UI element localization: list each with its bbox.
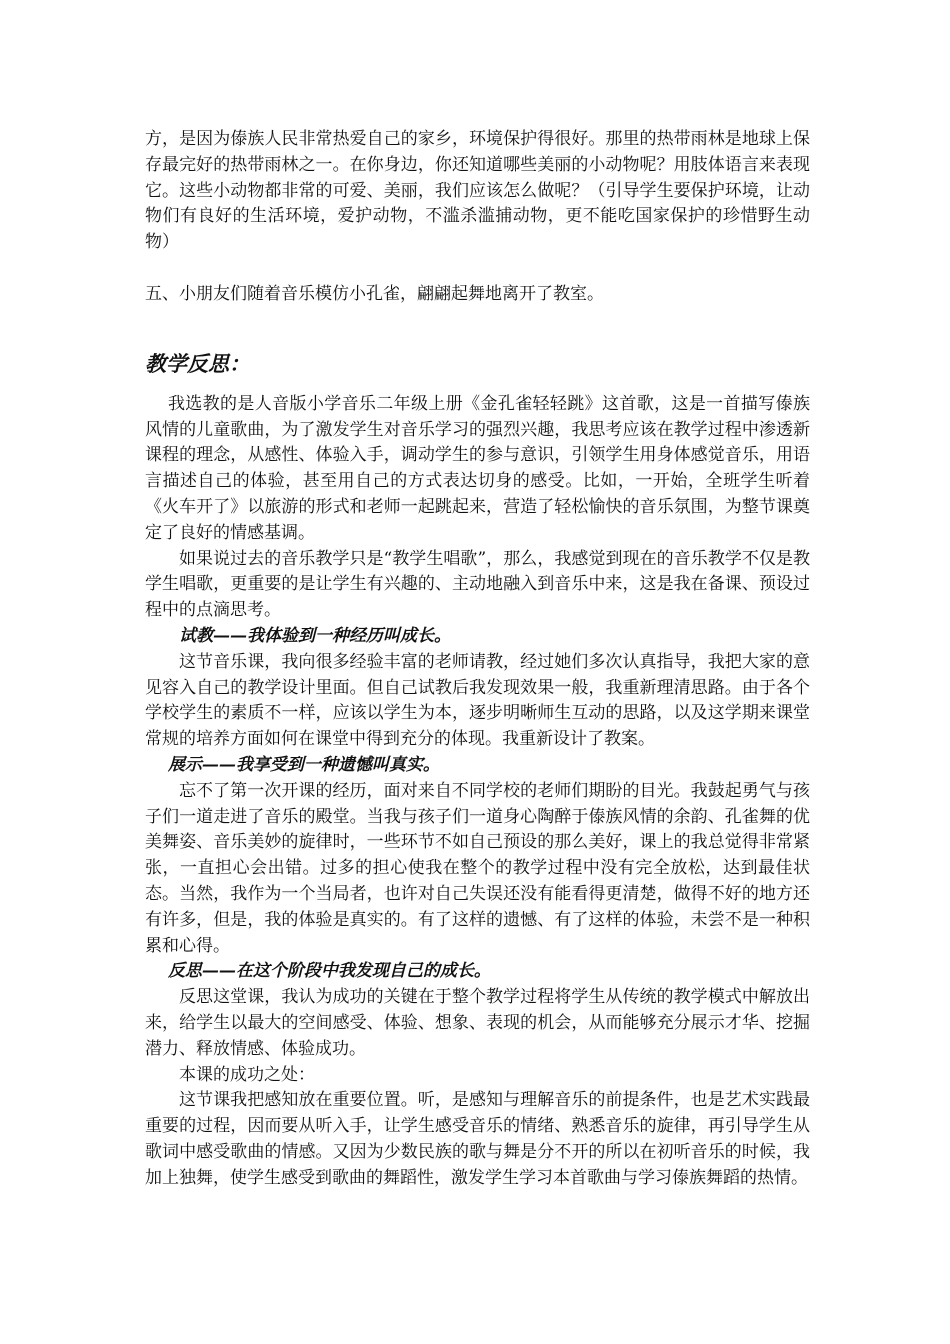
reflection-paragraph-1: 我选教的是人音版小学音乐二年级上册《金孔雀轻轻跳》这首歌，这是一首描写傣族风情的儿童歌曲，为了激发学生对音乐学习的强烈兴趣，我思考应该在教学过程中渗透新课程的理念，从感性、体验入手，调动学生的参与意识，引领学生用身体感觉音乐，用语言描述自己的体验，甚至用自己的方式表达切身的感受。比如，一开始，全班学生听着《火车开了》以旅游的形式和老师一起跳起来，营造了轻松愉快的音乐氛围，为整节课奠定了良好的情感基调。: [145, 393, 810, 543]
step-five-paragraph: 五、小朋友们随着音乐模仿小孔雀，翩翩起舞地离开了教室。: [145, 283, 604, 304]
success-label: 本课的成功之处：: [179, 1064, 315, 1085]
success-paragraph: 这节课我把感知放在重要位置。听，是感知与理解音乐的前提条件，也是艺术实践最重要的过程，因而要从听入手，让学生感受音乐的情绪、熟悉音乐的旋律，再引导学生从歌词中感受歌曲的情感。又因为少数民族的歌与舞是分不开的所以在初听音乐的时候，我加上独舞，使学生感受到歌曲的舞蹈性，激发学生学习本首歌曲与学习傣族舞蹈的热情。: [145, 1090, 810, 1188]
reflection-heading: 教学反思：: [145, 350, 250, 376]
show-paragraph: 忘不了第一次开课的经历，面对来自不同学校的老师们期盼的目光。我鼓起勇气与孩子们一道走进了音乐的殿堂。当我与孩子们一道身心陶醉于傣族风情的余韵、孔雀舞的优美舞姿、音乐美妙的旋律时，一些环节不如自己预设的那么美好，课上的我总觉得非常紧张，一直担心会出错。过多的担心使我在整个的教学过程中没有完全放松，达到最佳状态。当然，我作为一个当局者，也许对自己失误还没有能看得更清楚，做得不好的地方还有许多，但是，我的体验是真实的。有了这样的遗憾、有了这样的体验，未尝不是一种积累和心得。: [145, 780, 810, 956]
intro-paragraph: 方，是因为傣族人民非常热爱自己的家乡，环境保护得很好。那里的热带雨林是地球上保存最完好的热带雨林之一。在你身边，你还知道哪些美丽的小动物呢？用肢体语言来表现它。这些小动物都非常的可爱、美丽，我们应该怎么做呢？（引导学生要保护环境，让动物们有良好的生活环境，爱护动物，不滥杀滥捕动物，更不能吃国家保护的珍惜野生动物）: [145, 129, 810, 253]
subhead-reflect: 反思——在这个阶段中我发现自己的成长。: [167, 961, 491, 982]
reflection-paragraph-2: 如果说过去的音乐教学只是“教学生唱歌”，那么，我感觉到现在的音乐教学不仅是教学生唱歌，更重要的是让学生有兴趣的、主动地融入到音乐中来，这是我在备课、预设过程中的点滴思考。: [145, 548, 810, 621]
subhead-show: 展示——我享受到一种遗憾叫真实。: [167, 754, 440, 775]
document-page: [145, 127, 810, 1191]
reflect-paragraph: 反思这堂课，我认为成功的关键在于整个教学过程将学生从传统的教学模式中解放出来，给学生以最大的空间感受、体验、想象、表现的机会，从而能够充分展示才华、挖掘潜力、释放情感、体验成功。: [145, 987, 810, 1059]
subhead-trial: 试教——我体验到一种经历叫成长。: [179, 625, 451, 646]
trial-paragraph: 这节音乐课，我向很多经验丰富的老师请教，经过她们多次认真指导，我把大家的意见容入自己的教学设计里面。但自己试教后我发现效果一般，我重新理清思路。由于各个学校学生的素质不一样，应该以学生为本，逐步明晰师生互动的思路，以及这学期来课堂常规的培养方面如何在课堂中得到充分的体现。我重新设计了教案。: [145, 651, 810, 750]
